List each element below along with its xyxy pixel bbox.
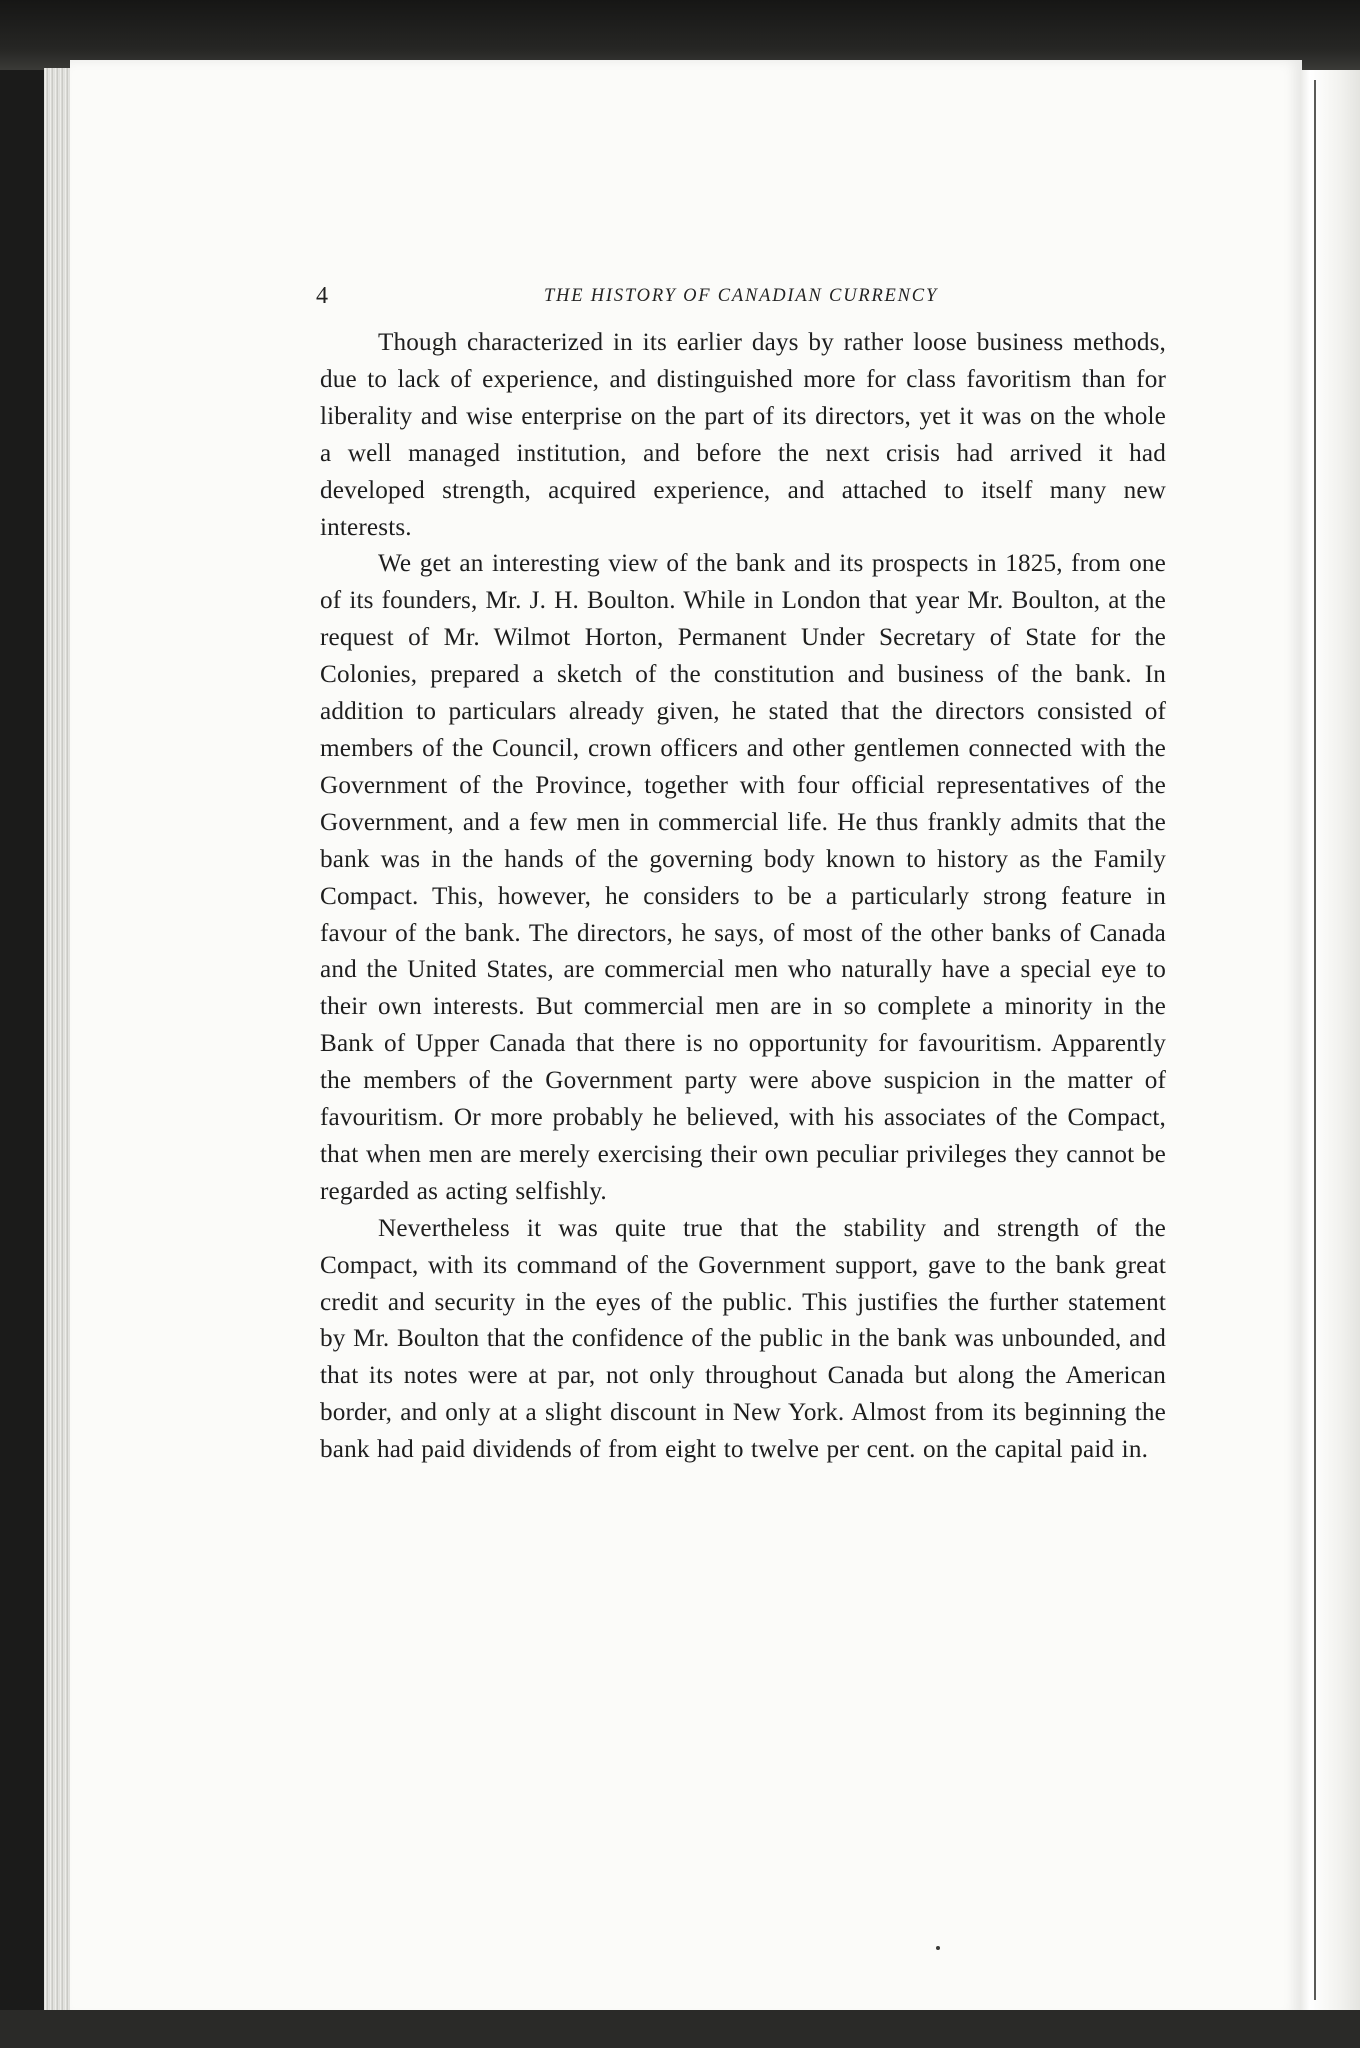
body-text [320,325,1166,1469]
paragraph: Nevertheless it was quite true that the stability and strength of the Compact, with its command of the Government support, gave to the bank great credit and security in the eyes of the public. This justifies the further statement by Mr. Boulton that the confidence of the public in the bank was unbounded, and that its notes were at par, not only throughout Canada but along the American border, and only at a slight discount in New York. Almost from its beginning the bank had paid dividends of from eight to twelve per cent. on the capital paid in. [320,1214,1166,1464]
scan-speck [936,1946,940,1950]
page-gutter [1300,70,1360,2020]
page-number: 4 [316,283,328,309]
page-stack-edge [44,68,73,2018]
page-header [316,278,1166,314]
paragraph: Though characterized in its earlier days by rather loose business methods, due to lack of experience, and distinguished more for class favoritism than for liberality and wise enterprise on the part of its directors, yet it was on the whole a well managed institution, and before the next crisis had arrived it had developed strength, acquired experience, and attached to itself many new interests. [320,329,1166,541]
scan-background-bottom [0,2010,1360,2048]
paragraph: We get an interesting view of the bank and its prospects in 1825, from one of its founders, Mr. J. H. Boulton. While in London that year Mr. Boulton, at the request of Mr. Wilmot Horton, Permanent Under Secretary of State for the Colonies, prepared a sketch of the constitution and business of the bank. In addition to particulars already given, he stated that the directors consisted of members of the Council, crown officers and other gentlemen connected with the Government of the Province, together with four official representatives of the Government, and a few men in commercial life. He thus frankly admits that the bank was in the hands of the governing body known to history as the Family Compact. This, however, he considers to be a particularly strong feature in favour of the bank. The directors, he says, of most of the other banks of Canada and the United States, are commercial men who naturally have a special eye to their own interests. But commercial men are in so complete a minority in the Bank of Upper Canada that there is no opportunity for favouritism. Apparently the members of the Government party were above suspicion in the matter of favouritism. Or more probably he believed, with his associates of the Compact, that when men are merely exercising their own peculiar privileges they cannot be regarded as acting selfishly. [320,550,1166,1205]
gutter-shadow-line [1314,80,1316,2000]
running-head: THE HISTORY OF CANADIAN CURRENCY [543,286,939,306]
